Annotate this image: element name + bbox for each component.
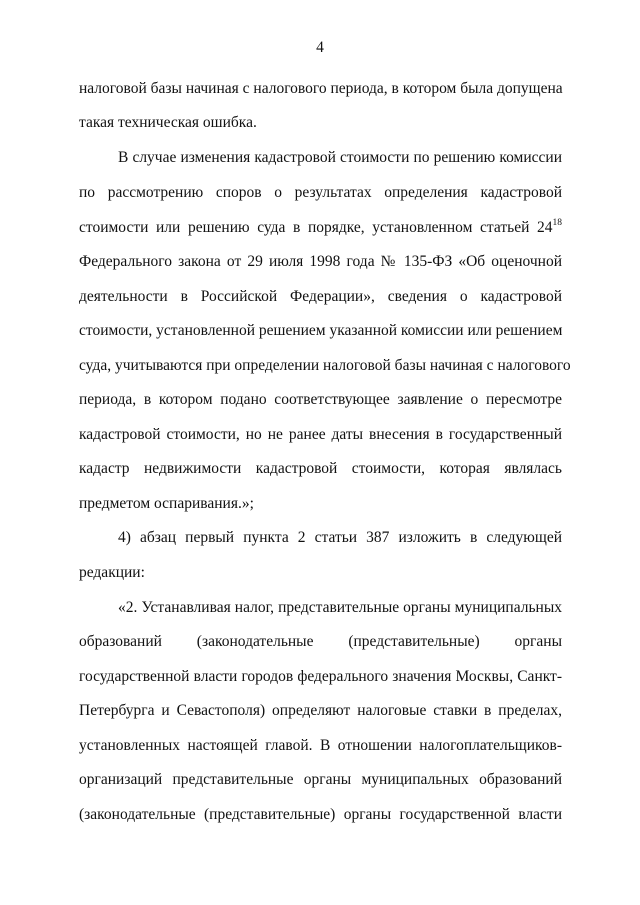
text-line: деятельности в Российской Федерации», сведения о кадастровой xyxy=(79,288,562,305)
text-line: налоговой базы начиная с налогового периода, в котором была допущена xyxy=(79,80,563,97)
text-line: по рассмотрению споров о результатах определения кадастровой xyxy=(79,184,562,201)
text-line xyxy=(79,218,562,238)
text-line: 4) абзац первый пункта 2 статьи 387 изложить в следующей xyxy=(118,529,562,546)
footnote-superscript: 18 xyxy=(552,218,562,228)
text-line: периода, в котором подано соответствующее заявление о пересмотре xyxy=(79,391,562,408)
text-line: предметом оспаривания.»; xyxy=(79,495,254,512)
page-number: 4 xyxy=(316,39,324,56)
text-line: государственной власти городов федерального значения Москвы, Санкт- xyxy=(79,668,562,685)
text-line: «2. Устанавливая налог, представительные органы муниципальных xyxy=(118,599,562,616)
text-line: организаций представительные органы муниципальных образований xyxy=(79,771,562,788)
text-line: (законодательные (представительные) органы государственной власти xyxy=(79,806,562,823)
text-line: кадастровой стоимости, но не ранее даты внесения в государственный xyxy=(79,426,562,443)
text-line: такая техническая ошибка. xyxy=(79,114,257,131)
text-line-content: стоимости или решению суда в порядке, установленном статьей 24 xyxy=(79,219,553,236)
text-line: кадастр недвижимости кадастровой стоимости, которая являлась xyxy=(79,460,562,477)
text-line: В случае изменения кадастровой стоимости по решению комиссии xyxy=(118,149,562,166)
text-line: Петербурга и Севастополя) определяют налоговые ставки в пределах, xyxy=(79,702,562,719)
text-line: установленных настоящей главой. В отношении налогоплательщиков- xyxy=(79,737,562,754)
text-line: стоимости, установленной решением указанной комиссии или решением xyxy=(79,322,563,339)
text-line: Федерального закона от 29 июля 1998 года № 135-ФЗ «Об оценочной xyxy=(79,253,562,270)
text-line: редакции: xyxy=(79,564,145,581)
text-line: образований (законодательные (представительные) органы xyxy=(79,633,562,650)
text-line: суда, учитываются при определении налоговой базы начиная с налогового xyxy=(79,357,571,374)
